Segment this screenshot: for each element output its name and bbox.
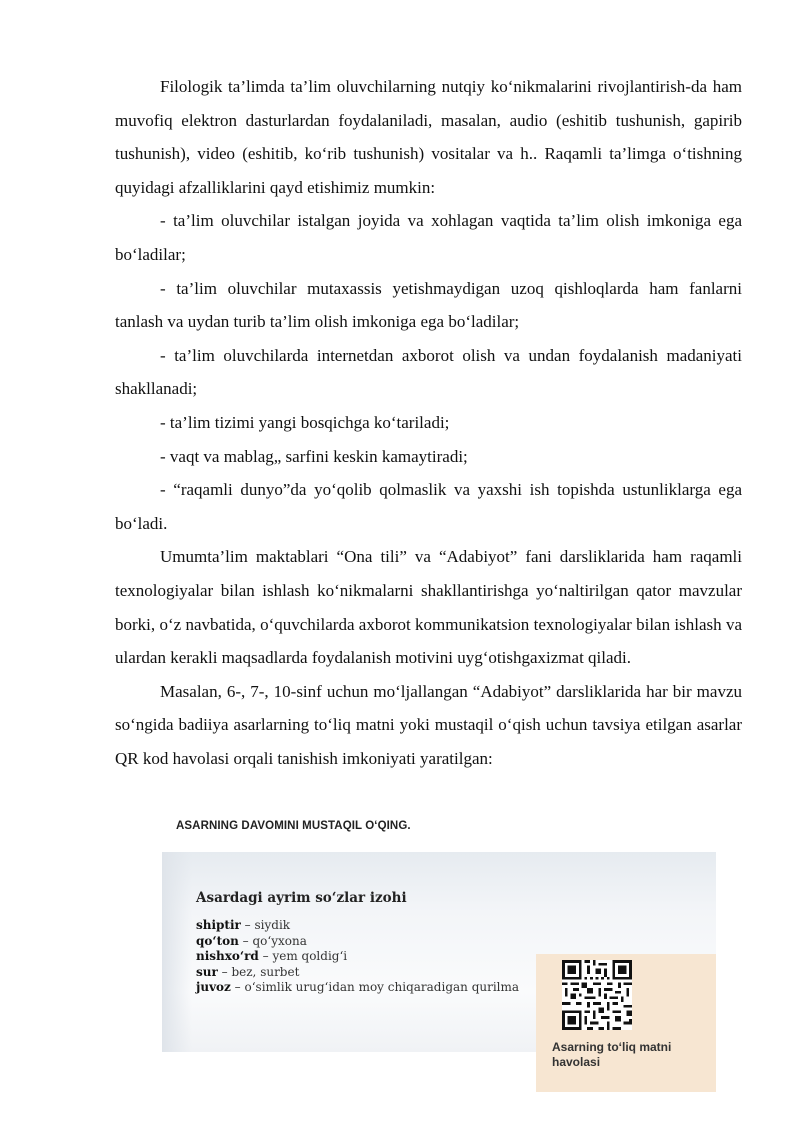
paragraph-example: Masalan, 6-, 7-, 10-sinf uchun mo‘ljallangan “Adabiyot” darsliklarida har bir mavzu so‘ngida badiiya asarlarning to‘liq matni yoki mustaqil o‘qish uchun tavsiya etilgan asarlar QR kod havolasi orqali tanishish imkoniyati yaratilgan: (115, 681, 742, 768)
glossary-separator: – (258, 949, 273, 963)
glossary-row (196, 980, 526, 996)
bullet-item-6: - “raqamli dunyo”da yo‘qolib qolmaslik va yaxshi ish topishda ustunliklarga ega bo‘ladi. (115, 480, 742, 533)
glossary-row (196, 965, 526, 981)
document-body (115, 70, 742, 775)
figure-heading: ASARNING DAVOMINI MUSTAQIL O‘QING. (176, 820, 411, 832)
glossary-row (196, 949, 526, 965)
glossary-term: qo‘ton (196, 933, 239, 948)
bullet-item-5: - vaqt va mablag„ sarfini keskin kamaytiradi; (160, 446, 468, 466)
bullet-item-4: - ta’lim tizimi yangi bosqichga ko‘tariladi; (160, 412, 450, 432)
qr-caption: Asarning to‘liq matni havolasi (552, 1040, 672, 1069)
qr-link-box[interactable] (536, 954, 716, 1092)
glossary-meaning: qo‘yxona (252, 933, 307, 948)
glossary-meaning: yem qoldig‘i (272, 949, 348, 963)
glossary-row (196, 934, 526, 950)
glossary-separator: – (230, 980, 245, 994)
glossary-term: juvoz (196, 980, 231, 994)
glossary-meaning: siydik (254, 918, 291, 932)
glossary-term: shiptir (196, 918, 241, 932)
figure-panel (162, 852, 716, 1069)
bullet-item-2: - ta’lim oluvchilar mutaxassis yetishmaydigan uzoq qishloqlarda ham fanlarni tanlash va uydan turib ta’lim olish imkoniga ega bo‘ladilar; (115, 278, 742, 332)
glossary-term: nishxo‘rd (196, 949, 259, 963)
glossary (196, 890, 526, 996)
bullet-item-3: - ta’lim oluvchilarda internetdan axborot olish va undan foydalanish madaniyati shakllanadi; (115, 345, 742, 399)
glossary-row (196, 918, 526, 934)
bullet-item-1: - ta’lim oluvchilar istalgan joyida va xohlagan vaqtida ta’lim olish imkoniga ega bo‘ladilar; (115, 211, 742, 264)
glossary-separator: – (217, 964, 232, 979)
paragraph-intro: Filologik ta’limda ta’lim oluvchilarning nutqiy ko‘nikmalarini rivojlantirish-da ham muvofiq elektron dasturlardan foydalaniladi, masalan, audio (eshitib tushunish, gapirib tushunish), video (eshitib, ko‘rib tushunish) vositalar va h.. Raqamli ta’limga o‘tishning quyidagi afzalliklarini qayd etishimiz mumkin: (115, 77, 742, 197)
qr-code-icon[interactable] (562, 960, 632, 1030)
glossary-meaning: bez, surbet (231, 964, 300, 979)
glossary-meaning: o‘simlik urug‘idan moy chiqaradigan qurilma (244, 980, 520, 994)
glossary-separator: – (240, 918, 255, 932)
textbook-figure (162, 812, 716, 1069)
glossary-separator: – (238, 933, 253, 948)
glossary-term: sur (196, 964, 218, 979)
glossary-title: Asardagi ayrim so‘zlar izohi (196, 890, 407, 906)
paragraph-schools: Umumta’lim maktablari “Ona tili” va “Adabiyot” fani darsliklarida ham raqamli texnologiyalar bilan ishlash ko‘nikmalarni shakllantirishga yo‘naltirilgan qator mavzular borki, o‘z navbatida, o‘quvchilarda axborot kommunikatsion texnologiyalar bilan ishlash va ulardan kerakli maqsadlarda foydalanish motivini uyg‘otishgaxizmat qiladi. (115, 547, 742, 668)
